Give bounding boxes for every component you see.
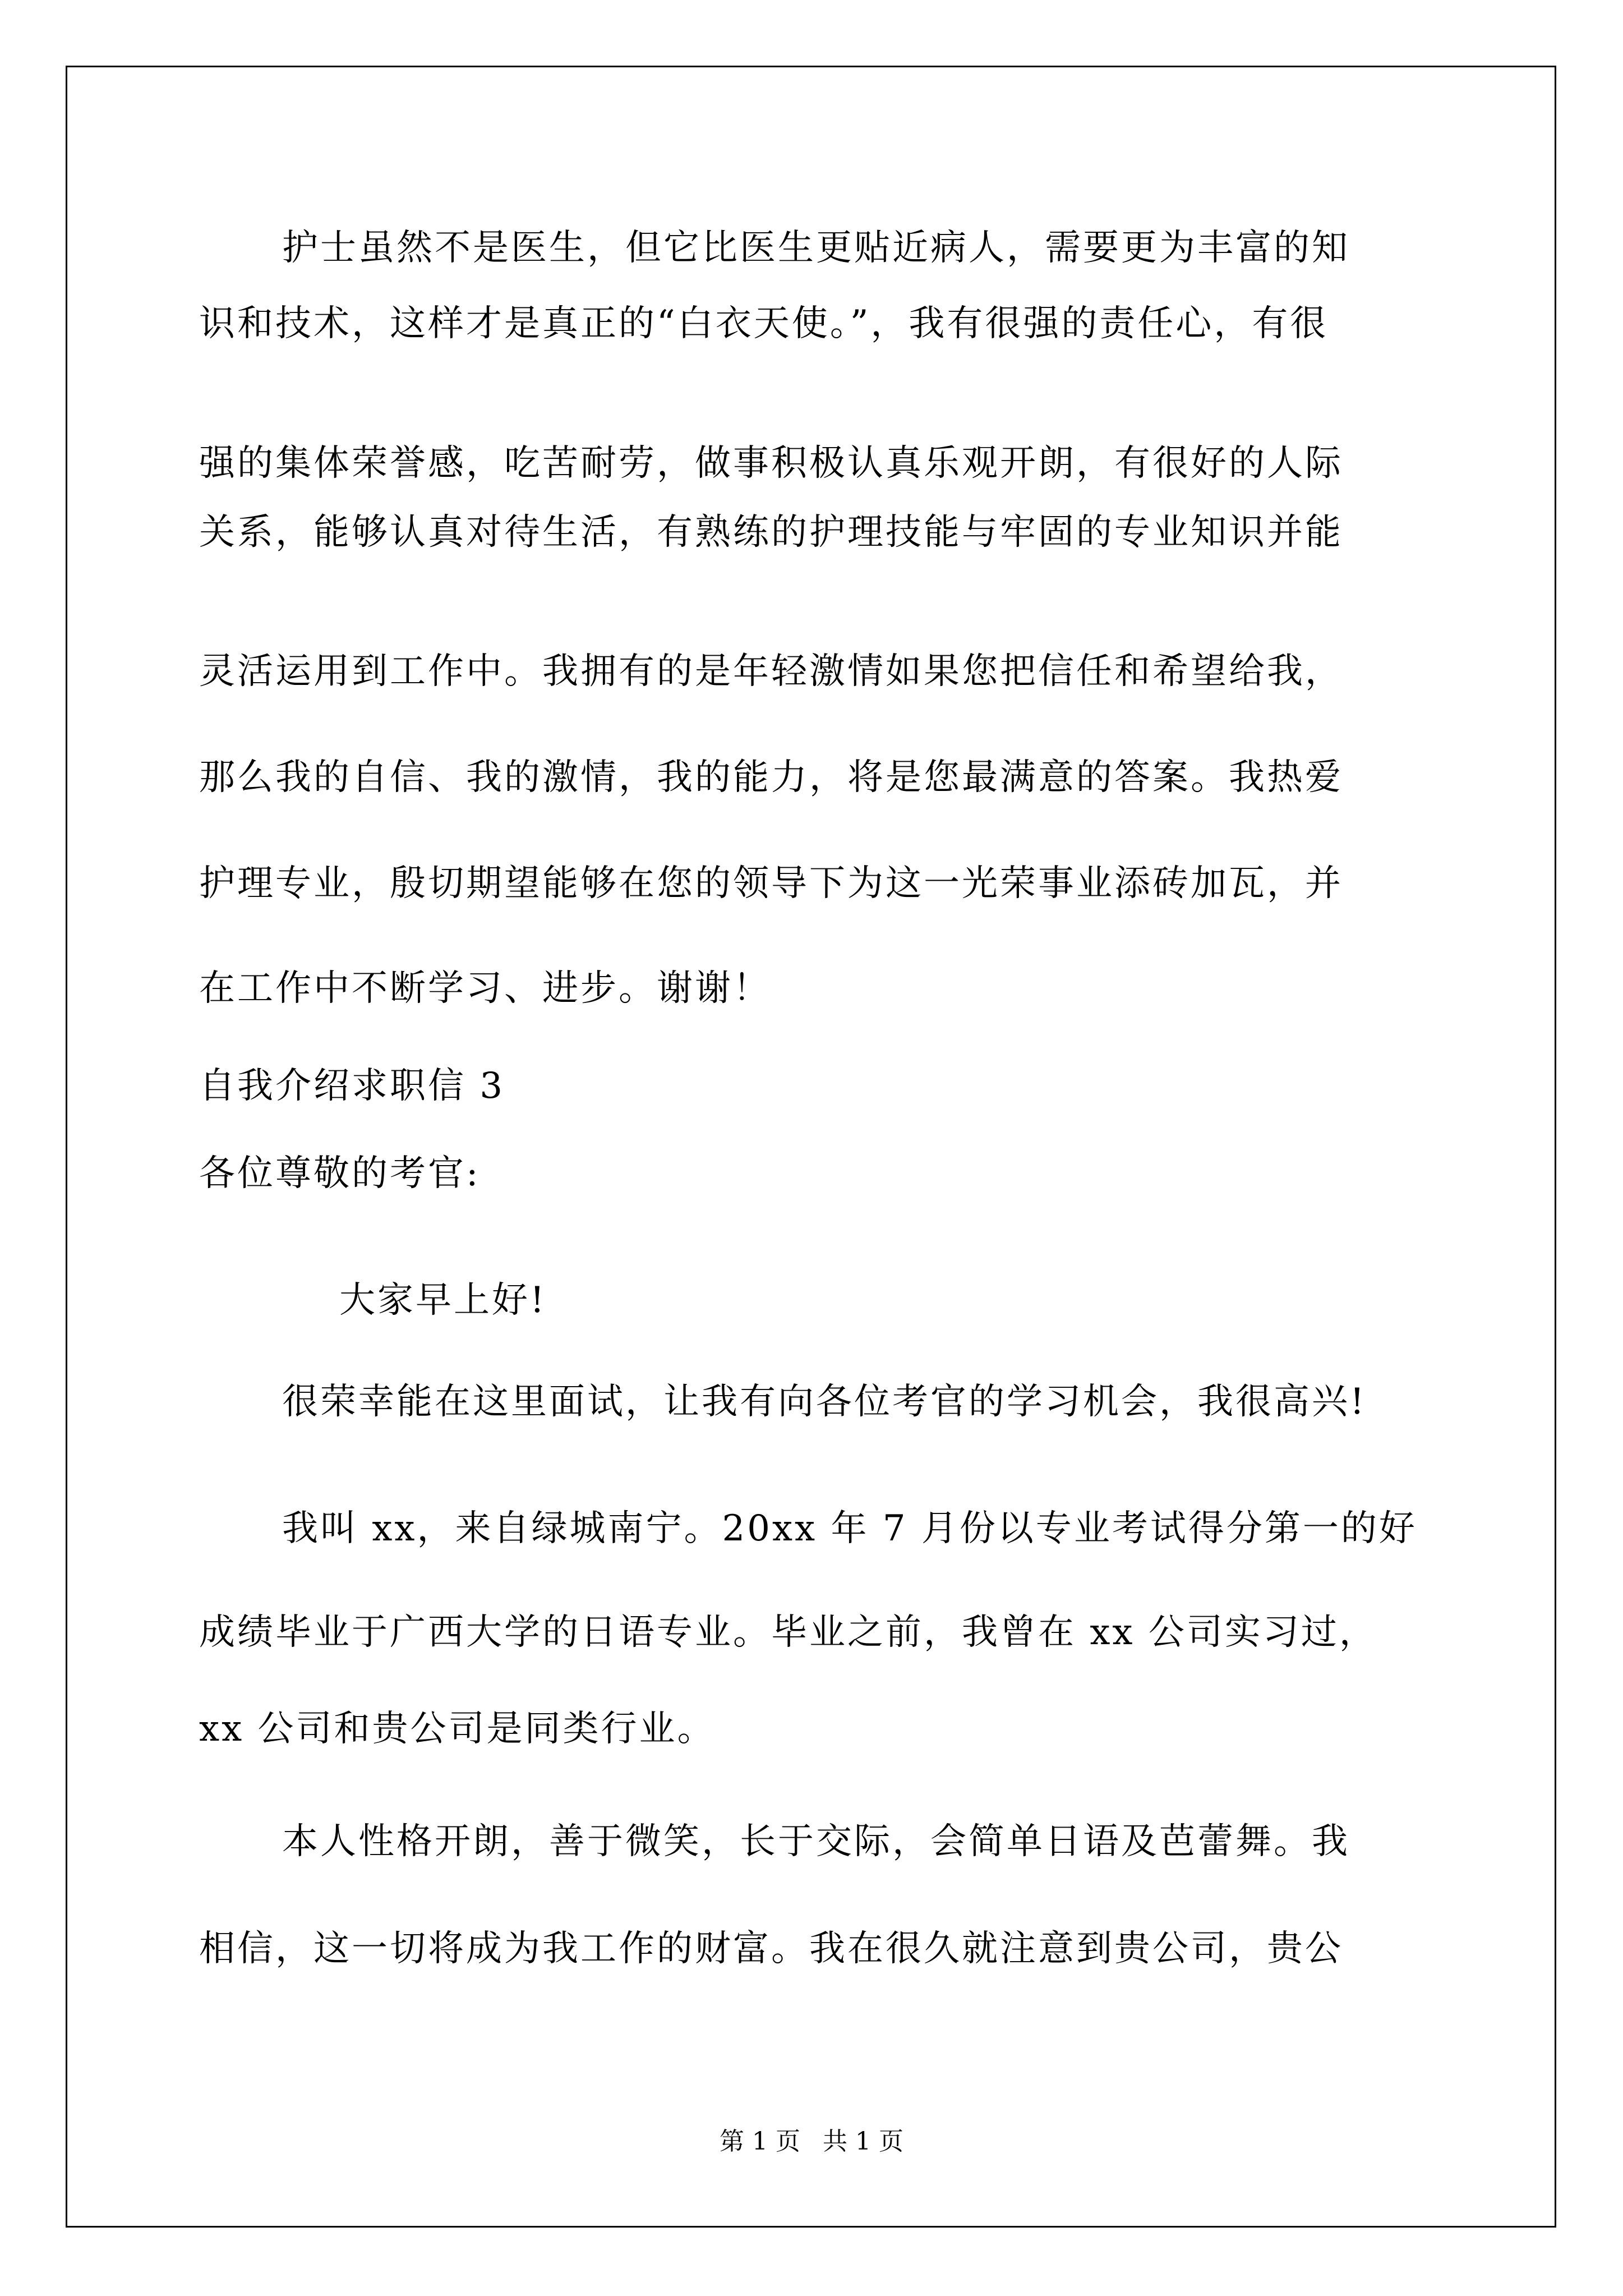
page-total: 共 1 页 [823, 2127, 903, 2156]
page-footer [0, 2129, 1623, 2154]
page-border [66, 66, 1556, 2228]
paragraph-line: xx 公司和贵公司是同类行业。 [199, 1708, 716, 1750]
paragraph-line: 关系，能够认真对待生活，有熟练的护理技能与牢固的专业知识并能 [199, 512, 1343, 553]
paragraph-line: 很荣幸能在这里面试，让我有向各位考官的学习机会，我很高兴! [282, 1381, 1367, 1423]
page-number: 第 1 页 [720, 2127, 800, 2156]
paragraph-line: 识和技术，这样才是真正的“白衣天使。”，我有很强的责任心，有很 [199, 303, 1329, 344]
paragraph-line: 强的集体荣誉感，吃苦耐劳，做事积极认真乐观开朗，有很好的人际 [199, 443, 1343, 484]
section-heading: 自我介绍求职信 3 [199, 1065, 505, 1107]
paragraph-line: 相信，这一切将成为我工作的财富。我在很久就注意到贵公司，贵公 [199, 1928, 1343, 1970]
paragraph-line: 护理专业，殷切期望能够在您的领导下为这一光荣事业添砖加瓦，并 [199, 863, 1343, 904]
paragraph-line: 护士虽然不是医生，但它比医生更贴近病人，需要更为丰富的知 [282, 227, 1350, 269]
paragraph-line: 成绩毕业于广西大学的日语专业。毕业之前，我曾在 xx 公司实习过， [199, 1612, 1377, 1653]
paragraph-line: 灵活运用到工作中。我拥有的是年轻激情如果您把信任和希望给我， [199, 651, 1343, 692]
greeting: 大家早上好! [339, 1280, 547, 1321]
paragraph-line: 本人性格开朗，善于微笑，长于交际，会简单日语及芭蕾舞。我 [282, 1821, 1350, 1862]
salutation: 各位尊敬的考官: [199, 1153, 481, 1194]
paragraph-line: 那么我的自信、我的激情，我的能力，将是您最满意的答案。我热爱 [199, 757, 1343, 798]
paragraph-line: 我叫 xx，来自绿城南宁。20xx 年 7 月份以专业考试得分第一的好 [282, 1508, 1417, 1549]
paragraph-line: 在工作中不断学习、进步。谢谢！ [199, 968, 771, 1009]
